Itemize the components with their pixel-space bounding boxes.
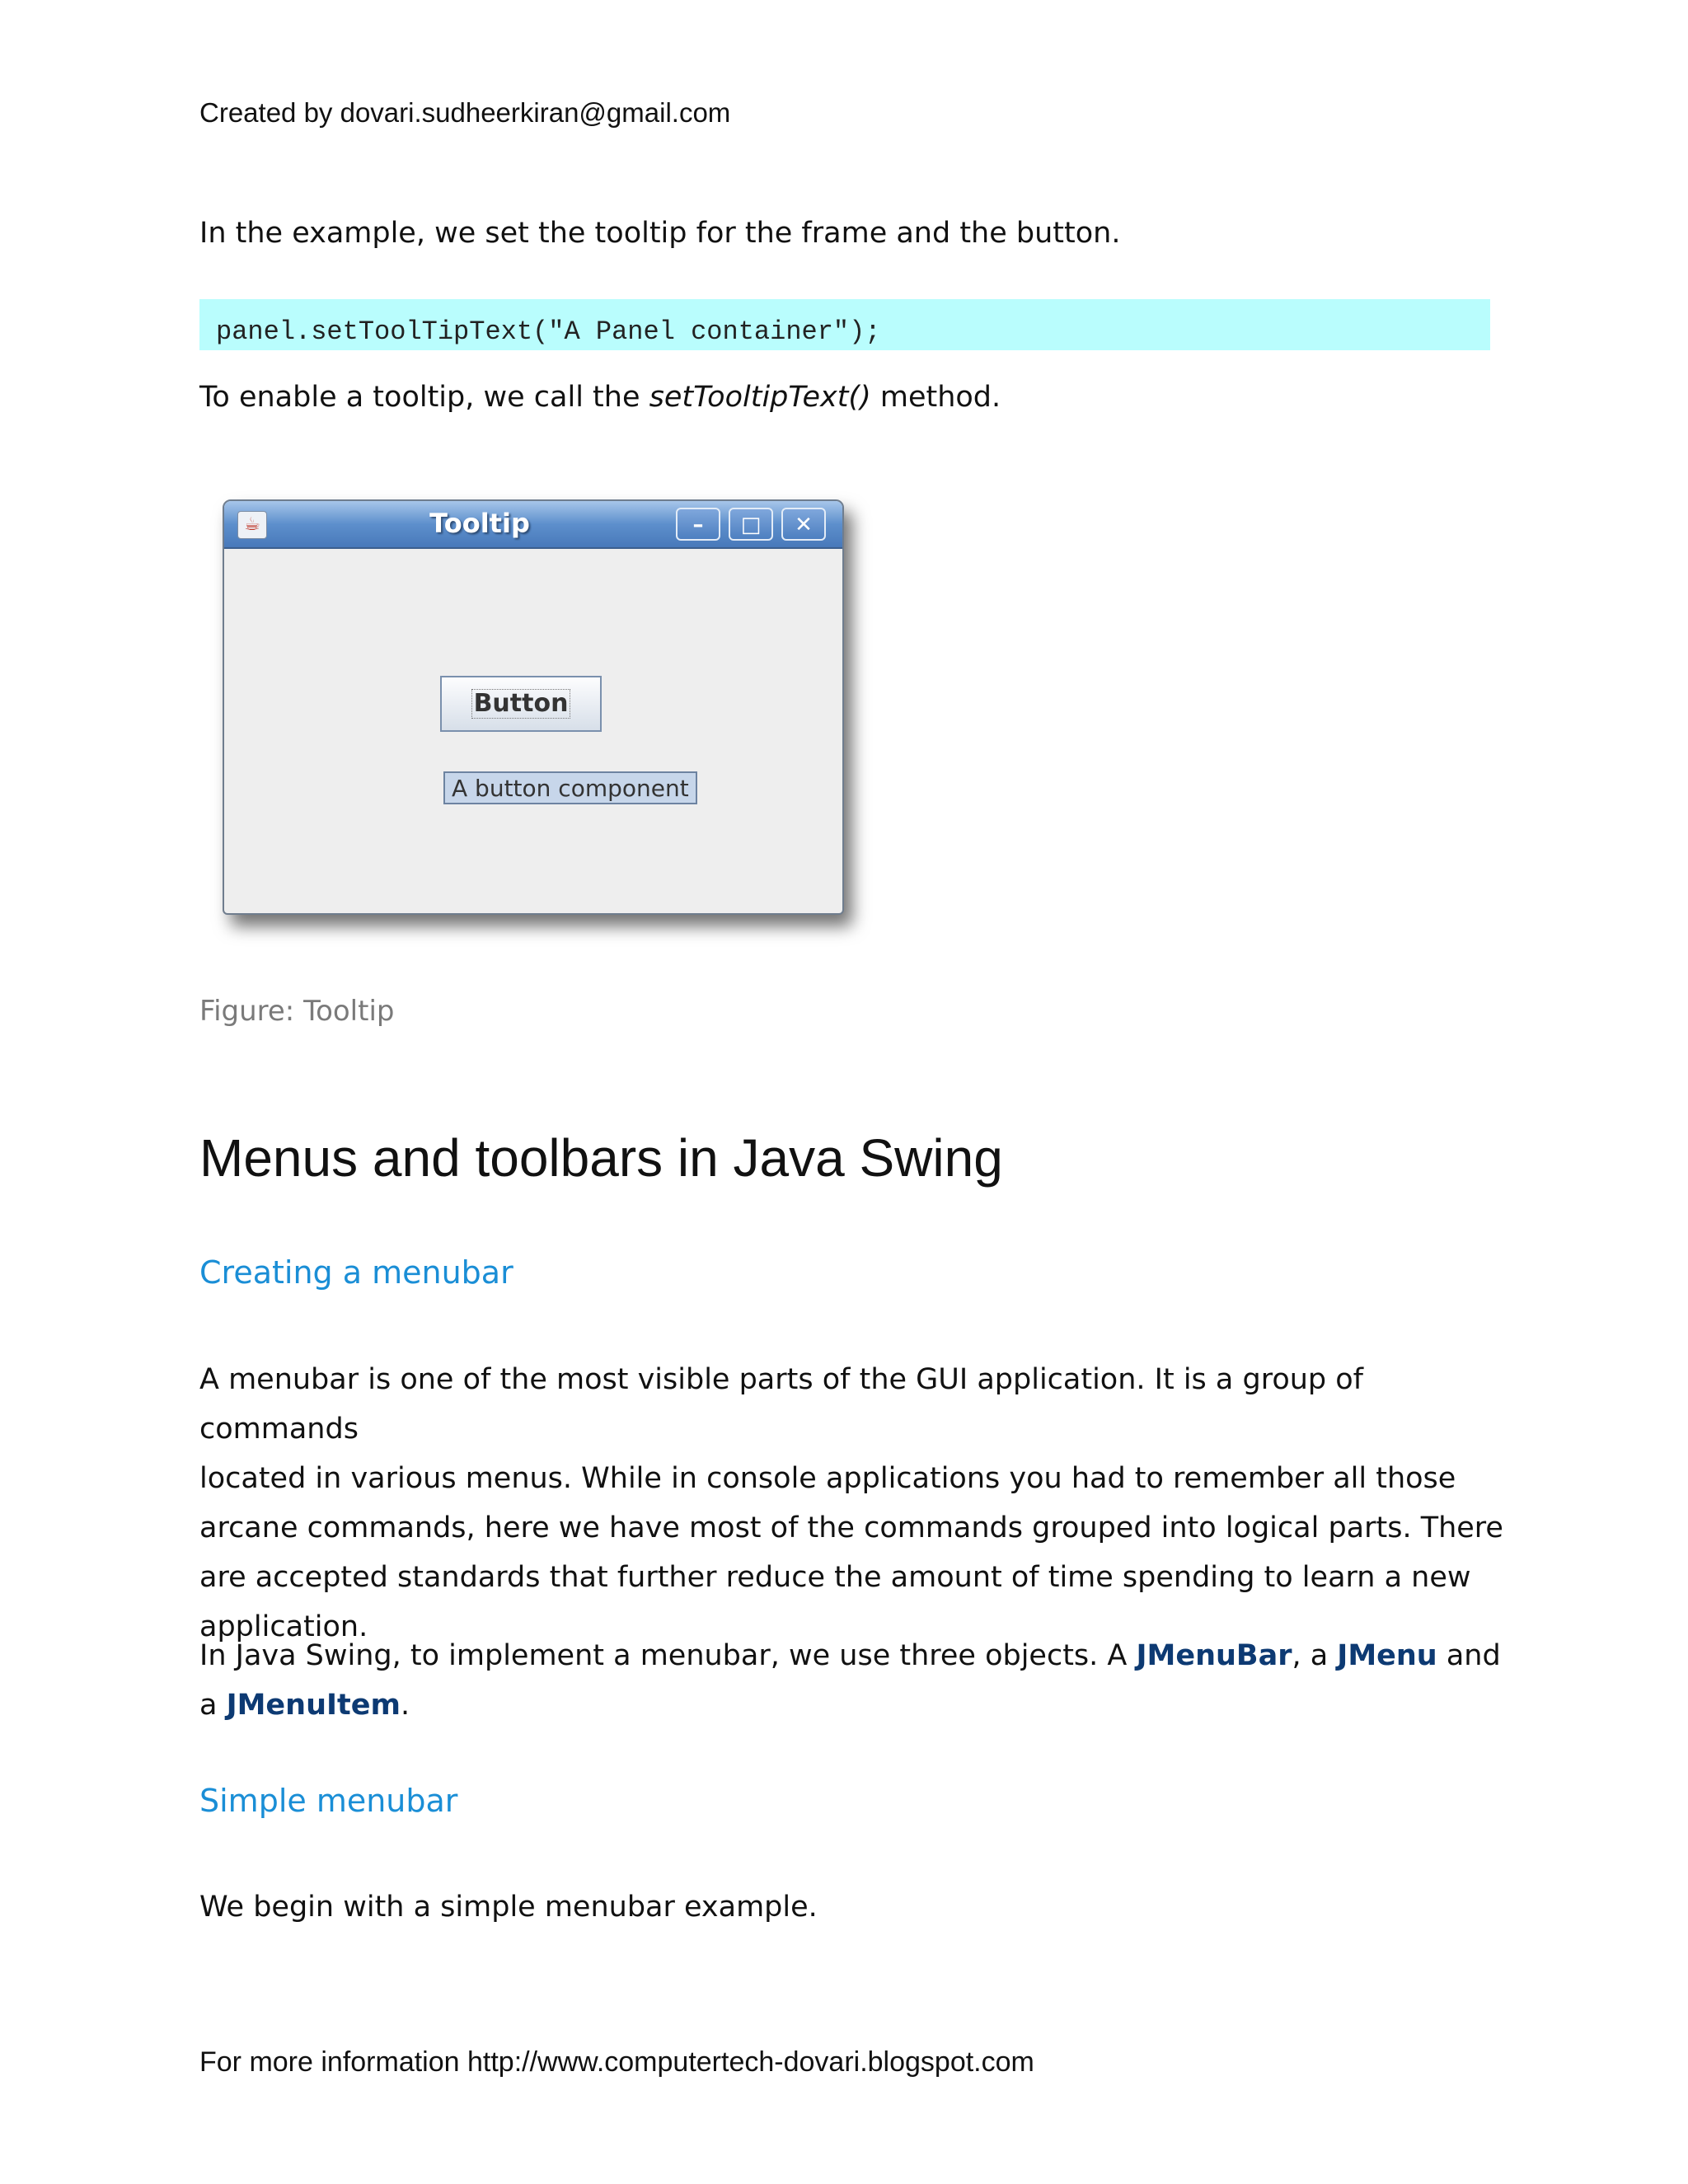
objects-paragraph: [199, 1631, 1518, 1730]
author-note: Created by dovari.sudheerkiran@gmail.com: [199, 97, 731, 128]
swing-button-label: Button: [471, 689, 571, 719]
intro-paragraph: In the example, we set the tooltip for the frame and the button.: [199, 217, 1121, 250]
footer-note: For more information http://www.computertech-dovari.blogspot.com: [199, 2046, 1034, 2078]
paragraph-line: application.: [199, 1610, 368, 1643]
paragraph-line: A menubar is one of the most visible parts of the GUI application. It is a group of commands: [199, 1363, 1363, 1446]
objects-text: and: [1437, 1639, 1501, 1672]
paragraph-line: located in various menus. While in console applications you had to remember all those: [199, 1462, 1456, 1495]
swing-button: [440, 676, 602, 732]
method-name: setTooltipText(): [649, 381, 871, 414]
java-icon: ☕: [237, 511, 267, 539]
maximize-icon: □: [729, 508, 773, 541]
paragraph-line: [199, 1631, 1518, 1680]
code-line: panel.setToolTipText("A Panel container");: [216, 316, 881, 347]
simple-menubar-heading: Simple menubar: [199, 1783, 458, 1819]
paragraph-line: [199, 1680, 1518, 1730]
window-titlebar: [224, 501, 842, 549]
jmenuitem-keyword: JMenuItem: [226, 1689, 401, 1722]
tooltip-window-screenshot: [223, 499, 844, 915]
jmenu-keyword: JMenu: [1337, 1639, 1437, 1672]
jmenubar-keyword: JMenuBar: [1136, 1639, 1292, 1672]
section-title: Menus and toolbars in Java Swing: [199, 1128, 1003, 1188]
objects-text: a: [199, 1689, 227, 1722]
menubar-paragraph: [199, 1355, 1518, 1652]
creating-menubar-heading: Creating a menubar: [199, 1254, 513, 1291]
enable-text-before: To enable a tooltip, we call the: [199, 381, 649, 414]
paragraph-line: are accepted standards that further reduce the amount of time spending to learn a new: [199, 1561, 1471, 1594]
objects-text: In Java Swing, to implement a menubar, we use three objects. A: [199, 1639, 1137, 1672]
simple-paragraph: We begin with a simple menubar example.: [199, 1891, 818, 1924]
tooltip-popup: A button component: [443, 771, 697, 804]
close-icon: ✕: [781, 508, 826, 541]
objects-text: .: [400, 1689, 410, 1722]
window-title: Tooltip: [429, 508, 530, 539]
paragraph-line: arcane commands, here we have most of the commands grouped into logical parts. There: [199, 1511, 1503, 1544]
figure-caption: Figure: Tooltip: [199, 995, 395, 1028]
enable-paragraph: [199, 373, 1001, 422]
objects-text: , a: [1292, 1639, 1338, 1672]
minimize-icon: –: [676, 508, 720, 541]
enable-text-after: method.: [870, 381, 1001, 414]
